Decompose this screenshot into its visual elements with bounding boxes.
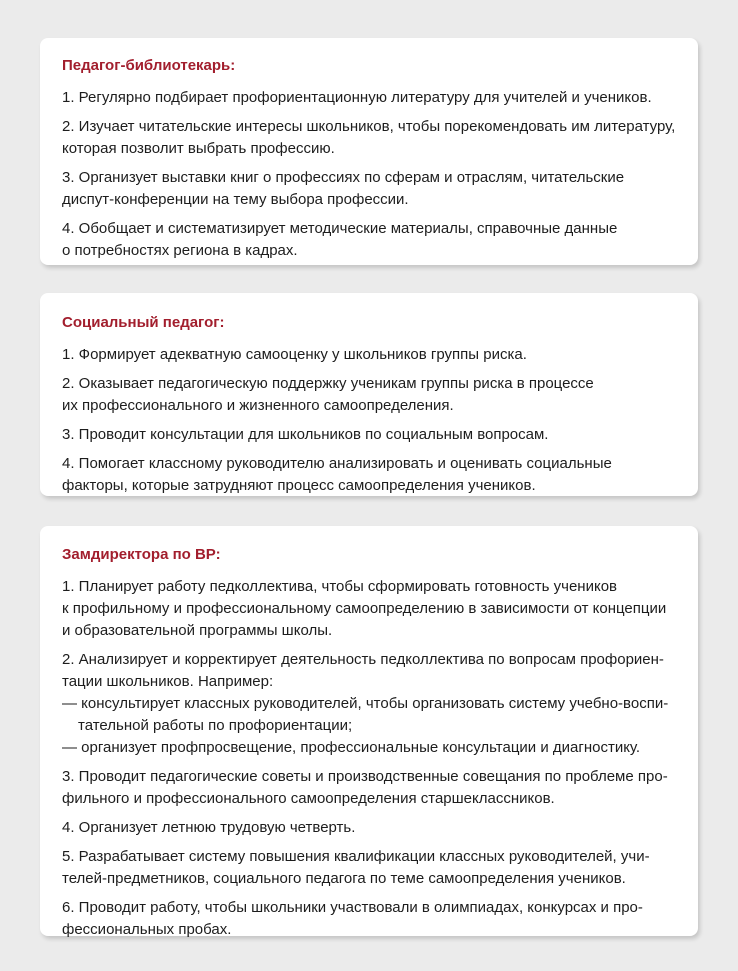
list-item [62,167,680,211]
item-line: 4. Обобщает и систематизирует методические материалы, справочные данные [62,220,618,237]
item-line: и образовательной программы школы. [62,622,333,639]
list-item [62,424,680,446]
item-line: 1. Формирует адекватную самооценку у школьников группы риска. [62,346,527,363]
card-social-pedagogue [40,293,698,496]
item-line: 3. Организует выставки книг о профессиях по сферам и отраслям, читательские [62,169,625,186]
item-line: фессиональных пробах. [62,921,232,938]
list-item [62,846,680,890]
item-line: 2. Анализирует и корректирует деятельность педколлектива по вопросам профориен- [62,651,664,668]
item-line: которая позволит выбрать профессию. [62,140,335,157]
item-line: 1. Планирует работу педколлектива, чтобы сформировать готовность учеников [62,578,618,595]
item-line: телей-предметников, социального педагога по теме самоопределения учеников. [62,870,626,887]
sub-item-line: тательной работы по профориентации; [78,717,353,734]
item-line: диспут-конференции на тему выбора профессии. [62,191,409,208]
item-line: тации школьников. Например: [62,673,274,690]
list-item [62,453,680,497]
item-line: 3. Проводит педагогические советы и производственные совещания по проблеме про- [62,768,668,785]
item-line: факторы, которые затрудняют процесс самоопределения учеников. [62,477,536,494]
item-line: 2. Изучает читательские интересы школьников, чтобы порекомендовать им литературу, [62,118,676,135]
list-item [62,116,680,160]
list-item [62,344,680,366]
item-line: фильного и профессионального самоопределения старшеклассников. [62,790,555,807]
list-item [62,373,680,417]
item-line: 1. Регулярно подбирает профориентационную литературу для учителей и учеников. [62,89,652,106]
sub-item-line: — консультирует классных руководителей, чтобы организовать систему учебно-воспи- [62,695,669,712]
item-line: 4. Помогает классному руководителю анализировать и оценивать социальные [62,455,612,472]
list-item [62,817,680,839]
list-item [62,649,680,759]
item-line: 2. Оказывает педагогическую поддержку ученикам группы риска в процессе [62,375,594,392]
list-item [62,766,680,810]
item-line: 4. Организует летнюю трудовую четверть. [62,819,356,836]
item-line: их профессионального и жизненного самоопределения. [62,397,454,414]
item-line: 3. Проводит консультации для школьников по социальным вопросам. [62,426,549,443]
item-line: 6. Проводит работу, чтобы школьники участвовали в олимпиадах, конкурсах и про- [62,899,643,916]
list-item [62,87,680,109]
card-deputy-director [40,526,698,936]
list-item [62,576,680,642]
item-line: к профильному и профессиональному самоопределению в зависимости от концепции [62,600,667,617]
item-line: 5. Разрабатывает систему повышения квалификации классных руководителей, учи- [62,848,650,865]
sub-item-line: — организует профпросвещение, профессиональные консультации и диагностику. [62,739,641,756]
list-item [62,218,680,262]
item-line: о потребностях региона в кадрах. [62,242,298,259]
card-librarian [40,38,698,265]
card-title: Замдиректора по ВР: [62,546,221,563]
list-item [62,897,680,941]
card-title: Социальный педагог: [62,314,225,331]
card-title: Педагог-библиотекарь: [62,57,236,74]
